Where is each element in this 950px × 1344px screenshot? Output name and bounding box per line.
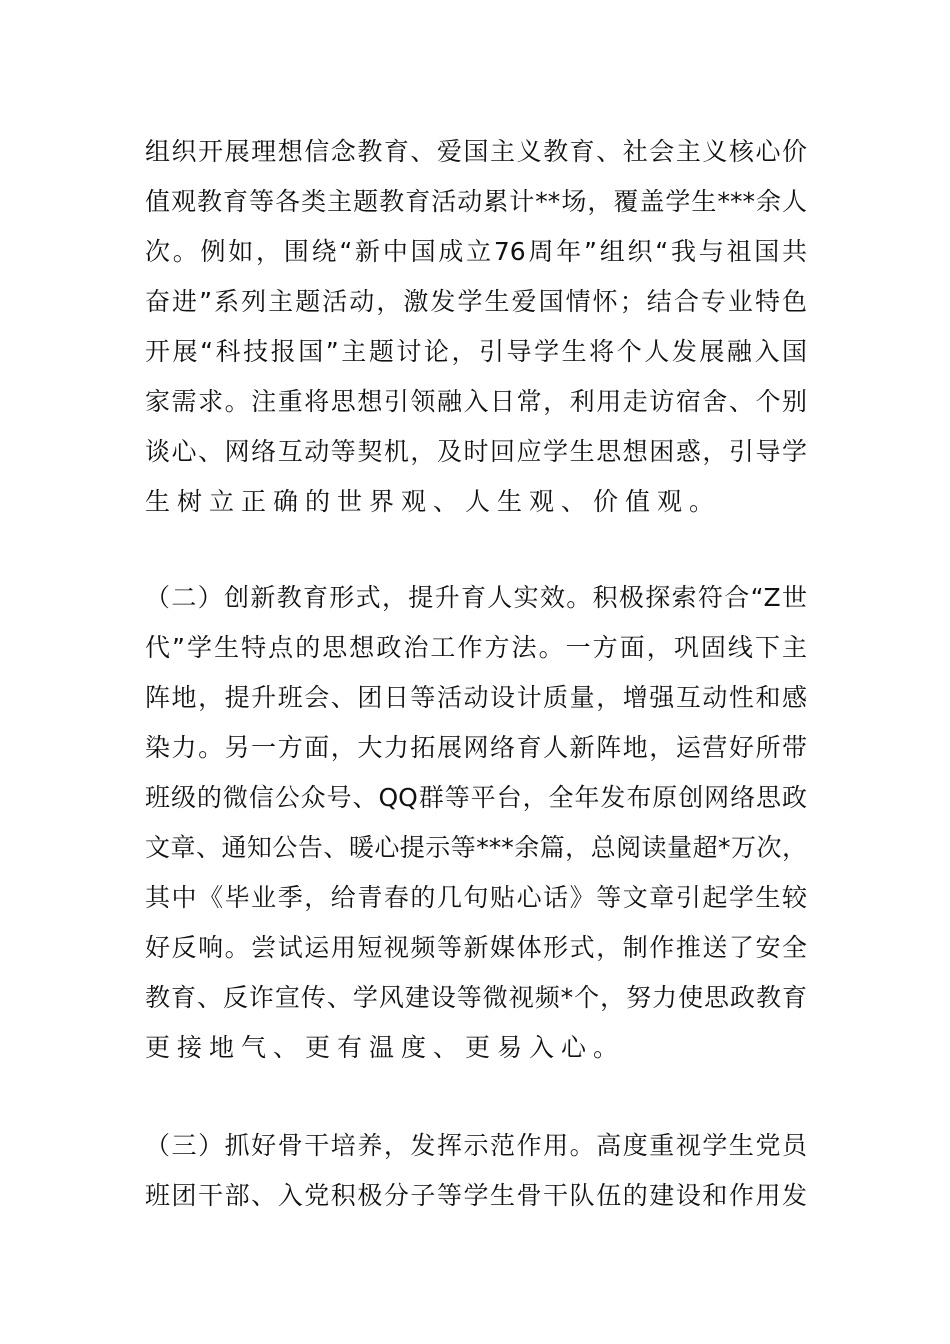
section-heading-line: （二）创新教育形式，提升育人实效。积极探索符合“Z世	[145, 583, 807, 612]
text-line: 班级的微信公众号、QQ群等平台，全年发布原创网络思政	[145, 783, 807, 812]
text-line: 染力。另一方面，大力拓展网络育人新阵地，运营好所带	[145, 733, 807, 762]
text-line: 谈心、网络互动等契机，及时回应学生思想困惑，引导学	[145, 437, 807, 466]
text-line: 代”学生特点的思想政治工作方法。一方面，巩固线下主	[145, 633, 807, 662]
paragraph-cadre-training	[145, 1121, 807, 1221]
text-line: 值观教育等各类主题教育活动累计**场，覆盖学生***余人	[145, 187, 807, 216]
text-line: 班团干部、入党积极分子等学生骨干队伍的建设和作用发	[145, 1181, 807, 1210]
text-line: 文章、通知公告、暖心提示等***余篇，总阅读量超*万次，	[145, 833, 807, 862]
text-line: 次。例如，围绕“新中国成立76周年”组织“我与祖国共	[145, 237, 807, 266]
text-line: 其中《毕业季，给青春的几句贴心话》等文章引起学生较	[145, 883, 807, 912]
text-line: 家需求。注重将思想引领融入日常，利用走访宿舍、个别	[145, 387, 807, 416]
paragraph-innovate-education-forms	[145, 573, 807, 1073]
text-line: 更接地气、更有温度、更易入心。	[145, 1033, 626, 1062]
text-line: 奋进”系列主题活动，激发学生爱国情怀；结合专业特色	[145, 287, 807, 316]
text-line: 教育、反诈宣传、学风建设等微视频*个，努力使思政教育	[145, 983, 807, 1012]
paragraph-ideological-education	[145, 127, 807, 527]
text-line: 组织开展理想信念教育、爱国主义教育、社会主义核心价	[145, 137, 807, 166]
text-line: 开展“科技报国”主题讨论，引导学生将个人发展融入国	[145, 337, 807, 366]
text-line: 阵地，提升班会、团日等活动设计质量，增强互动性和感	[145, 683, 807, 712]
text-line: 生树立正确的世界观、人生观、价值观。	[145, 487, 722, 516]
text-line: 好反响。尝试运用短视频等新媒体形式，制作推送了安全	[145, 933, 807, 962]
section-heading-line: （三）抓好骨干培养，发挥示范作用。高度重视学生党员	[145, 1131, 807, 1160]
